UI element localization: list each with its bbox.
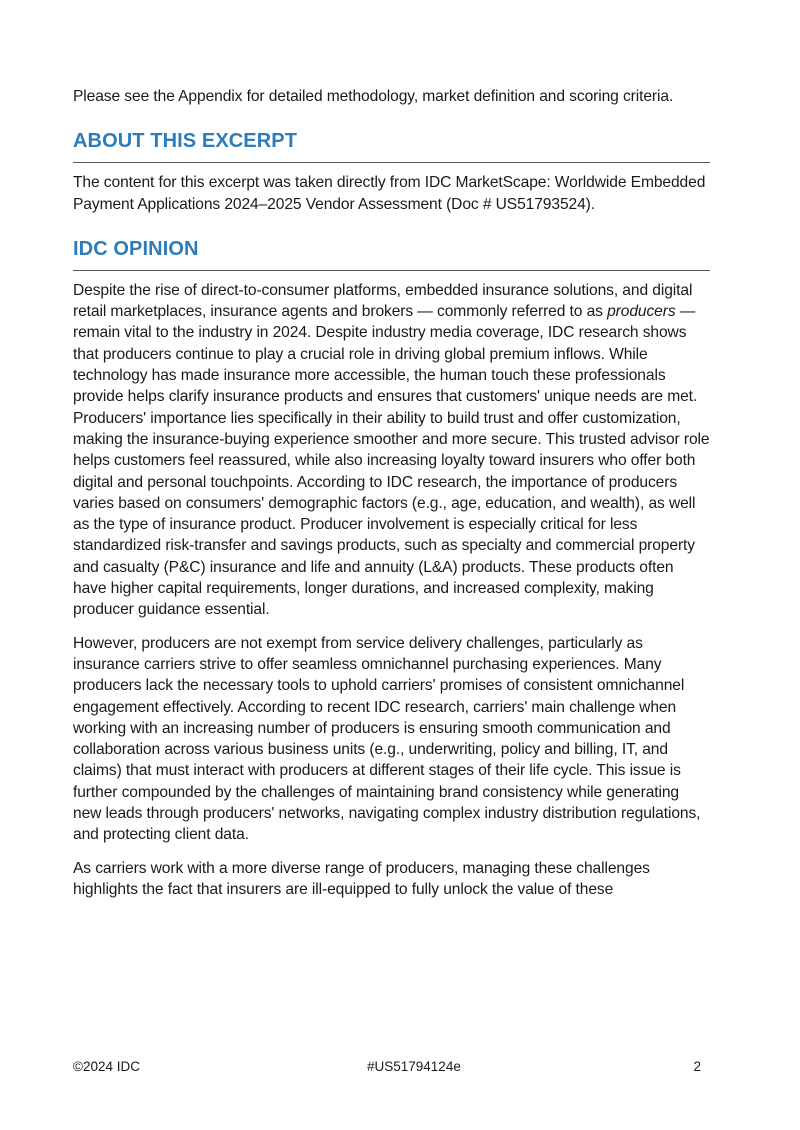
opinion-paragraph-3: As carriers work with a more diverse range of producers, managing these challenges highlights the fact that insurers are ill-equipped to fully unlock the value of these	[73, 859, 650, 898]
document-page	[73, 86, 710, 912]
opinion-section	[73, 235, 710, 900]
opinion-paragraph-1	[73, 280, 710, 621]
opinion-divider	[73, 270, 710, 271]
about-divider	[73, 162, 710, 163]
footer-copyright: ©2024 IDC	[73, 1059, 140, 1074]
opinion-p1-end: — remain vital to the industry in 2024. Despite industry media coverage, IDC research shows that producers continue to play a crucial role in driving global premium inflows. While technology has made insurance more accessible, the human touch these professionals provide helps clarify insurance products and ensures that customers' unique needs are met. Producers' importance lies specifically in their ability to build trust and offer customization, making the insurance-buying experience smoother and more secure. This trusted advisor role helps customers feel reassured, while also increasing loyalty toward insurers who offer both digital and personal touchpoints. According to IDC research, the importance of producers varies based on consumers' demographic factors (e.g., age, education, and wealth), as well as the type of insurance product. Producer involvement is especially critical for less standardized risk-transfer and savings products, such as specialty and commercial property and casualty (P&C) insurance and life and annuity (L&A) products. These products often have higher capital requirements, longer durations, and increased complexity, making producer guidance essential.	[73, 303, 710, 619]
footer-page-number: 2	[693, 1059, 701, 1074]
about-body: The content for this excerpt was taken directly from IDC MarketScape: Worldwide Embedded Payment Applications 2024–2025 Vendor Assessment (Doc # US51793524).	[73, 174, 706, 213]
about-heading: ABOUT THIS EXCERPT	[73, 130, 298, 153]
page-footer	[73, 1059, 701, 1079]
producers-term: producers	[607, 303, 676, 321]
about-section	[73, 127, 710, 215]
intro-paragraph: Please see the Appendix for detailed methodology, market definition and scoring criteria.	[73, 88, 674, 105]
opinion-p1-start: Despite the rise of direct-to-consumer platforms, embedded insurance solutions, and digital retail marketplaces, insurance agents and brokers — commonly referred to as	[73, 281, 693, 321]
opinion-heading: IDC OPINION	[73, 237, 199, 260]
footer-doc-number: #US51794124e	[367, 1059, 461, 1074]
opinion-paragraph-2: However, producers are not exempt from service delivery challenges, particularly as insurance carriers strive to offer seamless omnichannel purchasing experiences. Many producers lack the necessary tools to uphold carriers' promises of consistent omnichannel engagement effectively. According to recent IDC research, carriers' main challenge when working with an increasing number of producers is ensuring smooth communication and collaboration across various business units (e.g., underwriting, policy and billing, IT, and claims) that must interact with producers at different stages of their life cycle. This issue is further compounded by the challenges of maintaining brand consistency while generating new leads through producers' networks, navigating complex industry distribution regulations, and protecting client data.	[73, 634, 701, 844]
